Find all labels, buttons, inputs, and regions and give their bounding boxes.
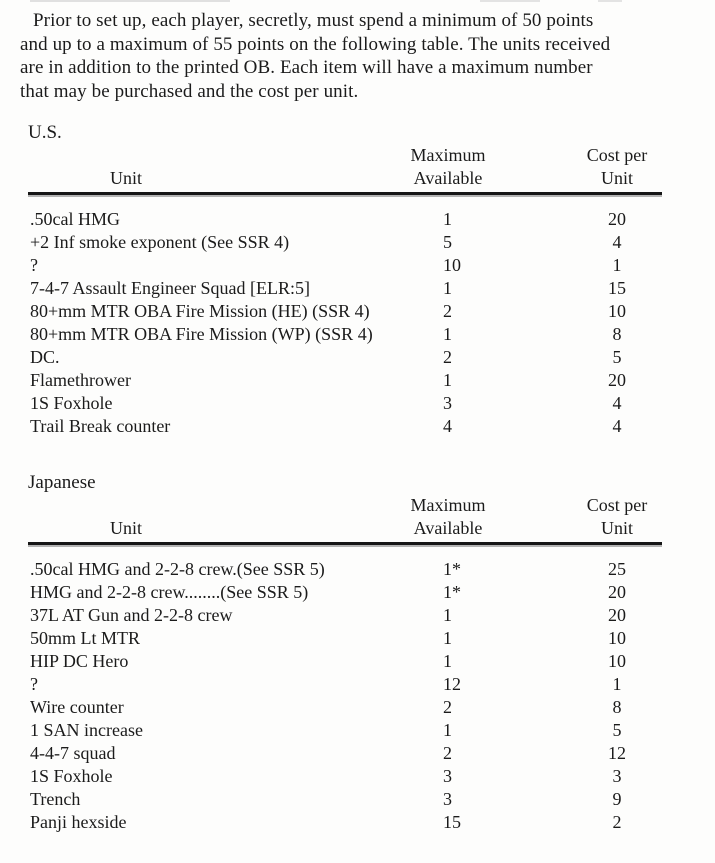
column-header-max-available [408, 144, 488, 190]
table-row [28, 604, 662, 627]
column-header-line: Available [413, 168, 483, 188]
paragraph-line: Prior to set up, each player, secretly, must spend a minimum of 50 points [33, 10, 594, 31]
cell-cost: 15 [608, 278, 626, 298]
cell-max: 1 [443, 324, 452, 344]
column-header-line: Available [413, 518, 483, 538]
section-title: Japanese [28, 472, 96, 493]
cell-cost: 1 [612, 255, 622, 275]
cell-unit: 50mm Lt MTR [30, 628, 141, 648]
cell-unit: Trail Break counter [30, 416, 171, 436]
cell-unit: HMG and 2-2-8 crew........(See SSR 5) [30, 582, 309, 602]
table-row [28, 415, 662, 438]
table-row [28, 788, 662, 811]
cell-cost: 3 [612, 766, 622, 786]
cell-unit: 80+mm MTR OBA Fire Mission (WP) (SSR 4) [30, 324, 373, 344]
cell-cost: 8 [612, 324, 622, 344]
cell-cost: 4 [612, 416, 622, 436]
cell-unit: 1S Foxhole [30, 766, 113, 786]
table-row [28, 300, 662, 323]
section-japanese [28, 471, 662, 834]
column-header-unit: Unit [110, 168, 143, 188]
cell-cost: 20 [608, 370, 626, 390]
cell-max: 1 [443, 209, 452, 229]
cell-cost: 4 [612, 232, 622, 252]
column-header-line: Cost per [586, 495, 648, 515]
cell-max: 1 [443, 370, 452, 390]
cell-cost: 12 [608, 743, 626, 763]
cell-unit: ? [30, 255, 38, 275]
cell-max: 2 [443, 301, 452, 321]
cell-cost: 20 [608, 209, 626, 229]
column-header-unit: Unit [110, 518, 143, 538]
cell-unit: 37L AT Gun and 2-2-8 crew [30, 605, 233, 625]
table-rule [28, 192, 662, 195]
cell-cost: 10 [608, 651, 626, 671]
cell-max: 2 [443, 743, 452, 763]
table-row [28, 581, 662, 604]
table-row [28, 650, 662, 673]
table-row [28, 765, 662, 788]
table-row [28, 208, 662, 231]
cell-cost: 5 [612, 720, 622, 740]
paragraph-line: that may be purchased and the cost per unit. [20, 80, 359, 102]
cell-max: 3 [443, 789, 452, 809]
section-title: U.S. [28, 122, 62, 143]
cell-max: 4 [443, 416, 452, 436]
cell-unit: HIP DC Hero [30, 651, 129, 671]
table-rule [28, 542, 662, 545]
column-header-cost-per-unit [488, 144, 662, 190]
table-row [28, 369, 662, 392]
cell-unit: 80+mm MTR OBA Fire Mission (HE) (SSR 4) [30, 301, 370, 321]
table-row [28, 231, 662, 254]
cell-cost: 4 [612, 393, 622, 413]
table-row [28, 719, 662, 742]
cell-unit: Wire counter [30, 697, 124, 717]
table-body [28, 208, 662, 438]
cell-max: 3 [443, 393, 452, 413]
cell-cost: 10 [608, 628, 626, 648]
intro-paragraph [0, 9, 715, 103]
table-row [28, 254, 662, 277]
cell-max: 2 [443, 697, 452, 717]
cell-max: 1 [443, 628, 452, 648]
cell-unit: Flamethrower [30, 370, 131, 390]
table-row [28, 392, 662, 415]
cell-unit: DC. [30, 347, 60, 367]
cell-unit: 4-4-7 squad [30, 743, 116, 763]
cell-cost: 25 [608, 559, 626, 579]
column-header-line: Unit [600, 518, 633, 538]
cell-max: 1* [443, 559, 461, 579]
paragraph-line: and up to a maximum of 55 points on the following table. The units received [20, 33, 611, 55]
cell-max: 3 [443, 766, 452, 786]
column-header-line: Maximum [410, 495, 486, 515]
cell-cost: 20 [608, 582, 626, 602]
cell-cost: 2 [612, 812, 622, 832]
cell-cost: 10 [608, 301, 626, 321]
cell-max: 1 [443, 651, 452, 671]
table-row [28, 673, 662, 696]
cell-cost: 9 [612, 789, 622, 809]
cell-max: 1 [443, 278, 452, 298]
cell-max: 1* [443, 582, 461, 602]
column-header-line: Unit [600, 168, 633, 188]
cell-unit: 1S Foxhole [30, 393, 113, 413]
cell-max: 1 [443, 720, 452, 740]
cell-max: 2 [443, 347, 452, 367]
cell-unit: Panji hexside [30, 812, 127, 832]
cell-unit: .50cal HMG [30, 209, 120, 229]
column-header-line: Maximum [410, 145, 486, 165]
table-row [28, 627, 662, 650]
table-row [28, 323, 662, 346]
cell-unit: 7-4-7 Assault Engineer Squad [ELR:5] [30, 278, 310, 298]
table-row [28, 696, 662, 719]
cell-max: 15 [443, 812, 461, 832]
cell-unit: Trench [30, 789, 81, 809]
table-row [28, 277, 662, 300]
cell-cost: 1 [612, 674, 622, 694]
table-row [28, 742, 662, 765]
table-row [28, 346, 662, 369]
cell-cost: 5 [612, 347, 622, 367]
cell-unit: ? [30, 674, 38, 694]
column-header-max-available [408, 494, 488, 540]
table-row [28, 558, 662, 581]
cell-unit: +2 Inf smoke exponent (See SSR 4) [30, 232, 290, 252]
cell-cost: 20 [608, 605, 626, 625]
table-header [28, 144, 662, 190]
cell-unit: 1 SAN increase [30, 720, 143, 740]
cell-max: 5 [443, 232, 452, 252]
column-header-line: Cost per [586, 145, 648, 165]
section-us [28, 121, 662, 438]
table-body [28, 558, 662, 834]
column-header-cost-per-unit [488, 494, 662, 540]
table-row [28, 811, 662, 834]
cell-unit: .50cal HMG and 2-2-8 crew.(See SSR 5) [30, 559, 325, 579]
cell-max: 10 [443, 255, 461, 275]
paragraph-line: are in addition to the printed OB. Each item will have a maximum number [20, 57, 593, 78]
table-header [28, 494, 662, 540]
cell-max: 12 [443, 674, 461, 694]
cell-max: 1 [443, 605, 452, 625]
cell-cost: 8 [612, 697, 622, 717]
